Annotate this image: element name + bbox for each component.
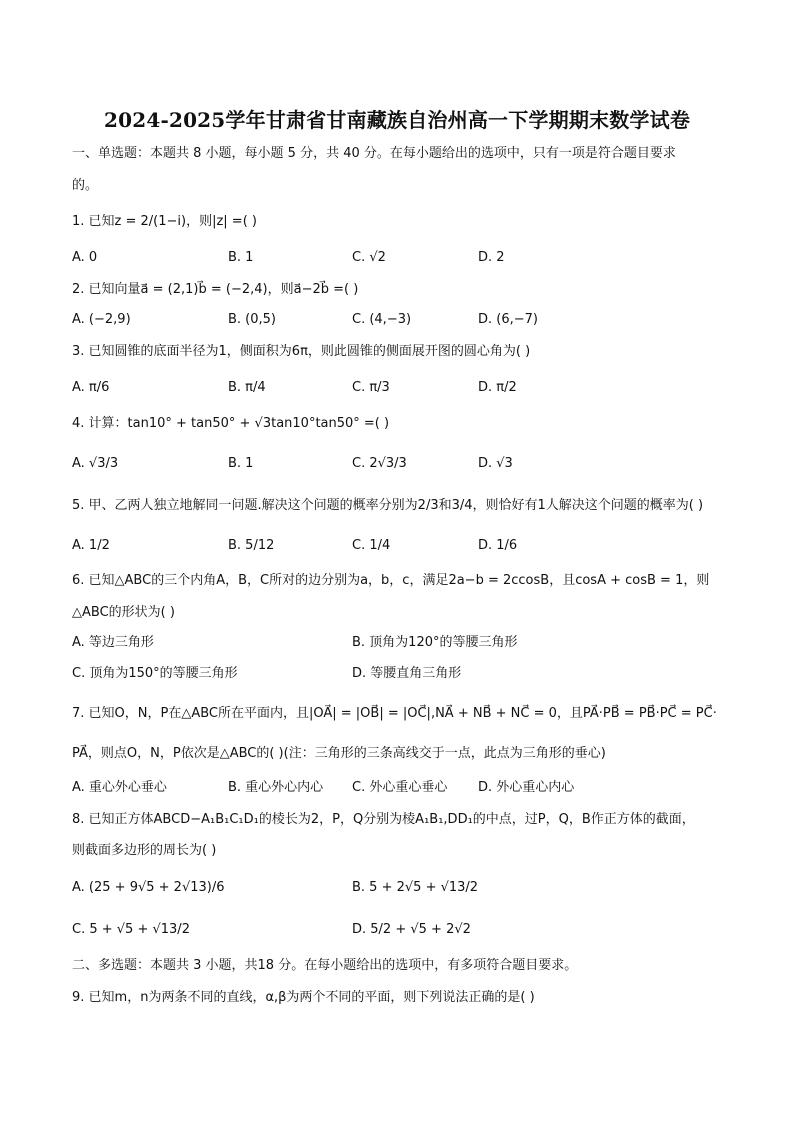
question-8-option-d: D. 5/2 + √5 + 2√2 xyxy=(352,922,471,937)
question-8-option-c: C. 5 + √5 + √13/2 xyxy=(72,922,190,937)
question-6-option-d: D. 等腰直角三角形 xyxy=(352,666,462,681)
question-6-option-b: B. 顶角为120°的等腰三角形 xyxy=(352,635,518,650)
question-3-stem: 3. 已知圆锥的底面半径为1，侧面积为6π，则此圆锥的侧面展开图的圆心角为( ) xyxy=(72,344,531,359)
section-2-heading: 二、多选题：本题共 3 小题，共18 分。在每小题给出的选项中，有多项符合题目要求。 xyxy=(72,958,578,973)
question-2-option-c: C. (4,−3) xyxy=(352,312,412,327)
question-1-option-a: A. 0 xyxy=(72,250,98,265)
question-7-option-b: B. 重心外心内心 xyxy=(228,780,324,795)
question-7-stem-line-2: PA⃗，则点O，N，P依次是△ABC的( )(注：三角形的三条高线交于一点，此点为三角形的垂心) xyxy=(72,746,606,761)
question-2-option-b: B. (0,5) xyxy=(228,312,277,327)
question-6-stem-line-2: △ABC的形状为( ) xyxy=(72,605,175,620)
question-6-option-a: A. 等边三角形 xyxy=(72,635,154,650)
question-3-option-d: D. π/2 xyxy=(478,380,517,395)
question-7-option-d: D. 外心重心内心 xyxy=(478,780,575,795)
question-1-option-c: C. √2 xyxy=(352,250,386,265)
question-3-option-c: C. π/3 xyxy=(352,380,390,395)
question-1-stem: 1. 已知z = 2/(1−i)，则|z| =( ) xyxy=(72,214,257,229)
question-2-stem: 2. 已知向量a⃗ = (2,1)b⃗ = (−2,4)，则a⃗−2b⃗ =( ) xyxy=(72,282,359,297)
question-5-stem: 5. 甲、乙两人独立地解同一问题.解决这个问题的概率分别为2/3和3/4，则恰好有1人解决这个问题的概率为( ) xyxy=(72,498,704,513)
question-4-option-c: C. 2√3/3 xyxy=(352,456,407,471)
question-9-stem: 9. 已知m，n为两条不同的直线，α,β为两个不同的平面，则下列说法正确的是( ) xyxy=(72,990,535,1005)
question-6-option-c: C. 顶角为150°的等腰三角形 xyxy=(72,666,238,681)
question-5-option-c: C. 1/4 xyxy=(352,538,391,553)
question-7-stem-line-1: 7. 已知O，N，P在△ABC所在平面内，且|OA⃗| = |OB⃗| = |OC⃗|,NA⃗ + NB⃗ + NC⃗ = 0，且PA⃗·PB⃗ = PB⃗·PC⃗ = PC⃗· xyxy=(72,706,717,721)
section-1-heading-line-2: 的。 xyxy=(72,178,99,193)
question-4-option-a: A. √3/3 xyxy=(72,456,119,471)
question-8-stem-line-1: 8. 已知正方体ABCD−A₁B₁C₁D₁的棱长为2，P，Q分别为棱A₁B₁,DD₁的中点，过P，Q，B作正方体的截面， xyxy=(72,812,695,827)
question-7-option-c: C. 外心重心垂心 xyxy=(352,780,448,795)
question-2-option-a: A. (−2,9) xyxy=(72,312,131,327)
question-8-option-b: B. 5 + 2√5 + √13/2 xyxy=(352,880,479,895)
page-title: 2024-2025学年甘肃省甘南藏族自治州高一下学期期末数学试卷 xyxy=(103,108,691,132)
question-1-option-d: D. 2 xyxy=(478,250,505,265)
question-4-option-b: B. 1 xyxy=(228,456,254,471)
question-8-option-a: A. (25 + 9√5 + 2√13)/6 xyxy=(72,880,225,895)
question-7-option-a: A. 重心外心垂心 xyxy=(72,780,167,795)
question-6-stem-line-1: 6. 已知△ABC的三个内角A，B，C所对的边分别为a，b，c，满足2a−b = 2ccosB，且cosA + cosB = 1，则 xyxy=(72,573,710,588)
question-5-option-a: A. 1/2 xyxy=(72,538,110,553)
question-8-stem-line-2: 则截面多边形的周长为( ) xyxy=(72,843,217,858)
question-2-option-d: D. (6,−7) xyxy=(478,312,538,327)
question-5-option-d: D. 1/6 xyxy=(478,538,518,553)
question-4-stem: 4. 计算：tan10° + tan50° + √3tan10°tan50° =( ) xyxy=(72,416,390,431)
question-4-option-d: D. √3 xyxy=(478,456,513,471)
question-1-option-b: B. 1 xyxy=(228,250,254,265)
question-5-option-b: B. 5/12 xyxy=(228,538,275,553)
question-3-option-b: B. π/4 xyxy=(228,380,266,395)
section-1-heading-line-1: 一、单选题：本题共 8 小题，每小题 5 分，共 40 分。在每小题给出的选项中，只有一项是符合题目要求 xyxy=(72,146,676,161)
question-3-option-a: A. π/6 xyxy=(72,380,110,395)
